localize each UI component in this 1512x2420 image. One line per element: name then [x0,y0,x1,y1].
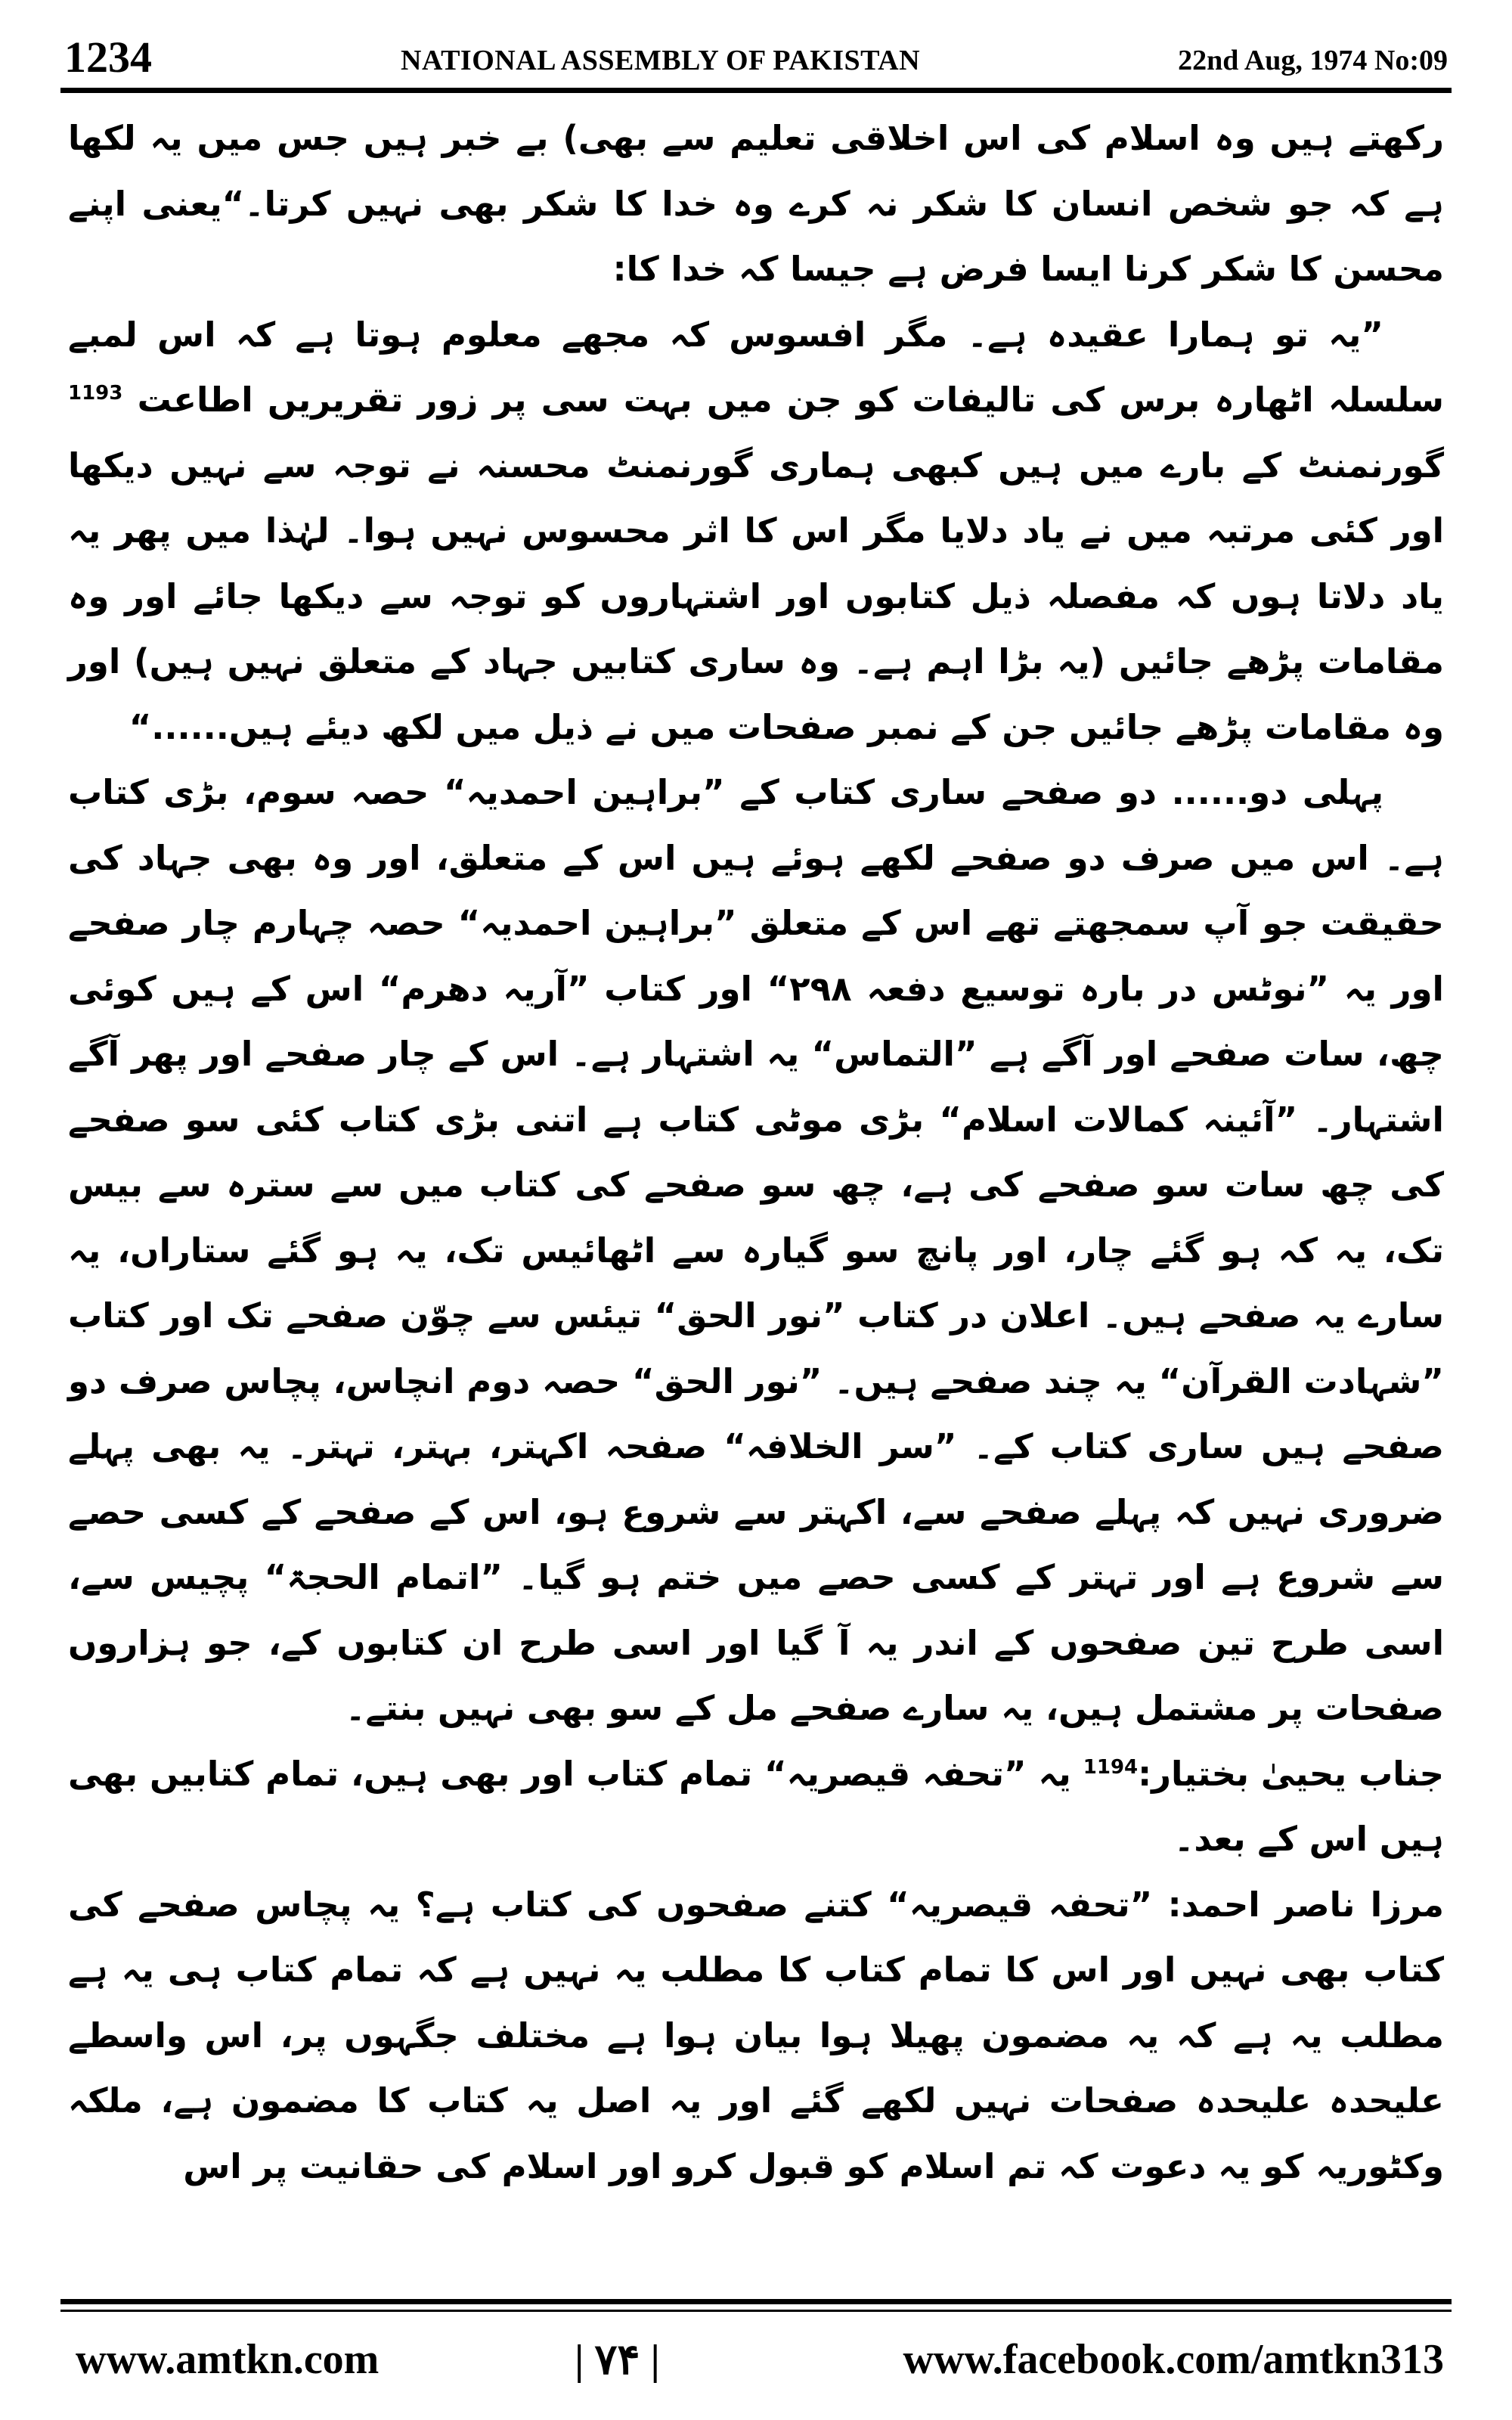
speaker-mirza-nasir-ahmad: مرزا ناصر احمد: [1167,1884,1444,1925]
paragraph-4 [68,1742,1444,1872]
header-rule [60,88,1452,93]
paragraph-3: پہلی دو...... دو صفحے ساری کتاب کے ”براہین احمدیہ“ حصہ سوم، بڑی کتاب ہے۔ اس میں صرف دو صفحے لکھے ہوئے ہیں اس کے متعلق، اور وہ بھی جہاد کی حقیقت جو آپ سمجھتے تھے اس کے متعلق ”براہین احمدیہ“ حصہ چہارم چار صفحے اور یہ ”نوٹس در بارہ توسیع دفعہ ۲۹۸“ اور کتاب ”آریہ دھرم“ اس کے ہیں کوئی چھ، سات صفحے اور آگے ہے ”التماس“ یہ اشتہار ہے۔ اس کے چار صفحے اور پھر آگے اشتہار۔ ”آئینہ کمالات اسلام“ بڑی موٹی کتاب ہے اتنی بڑی کتاب کئی سو صفحے کی چھ سات سو صفحے کی ہے، چھ سو صفحے کی کتاب میں سے سترہ سے بیس تک، یہ کہ ہو گئے چار، اور پانچ سو گیارہ سے اٹھائیس تک، یہ ہو گئے ستاراں، یہ سارے یہ صفحے ہیں۔ اعلان در کتاب ”نور الحق“ تیئس سے چوّن صفحے تک اور کتاب ”شہادت القرآن“ یہ چند صفحے ہیں۔ ”نور الحق“ حصہ دوم انچاس، پچاس صرف دو صفحے ہیں ساری کتاب کے۔ ”سر الخلافہ“ صفحہ اکہتر، بہتر، تہتر۔ یہ بھی پہلے ضروری نہیں کہ پہلے صفحے سے، اکہتر سے شروع ہو، اس کے صفحے کے کسی حصے سے شروع ہے اور تہتر کے کسی حصے میں ختم ہو گیا۔ ”اتمام الحجۃ“ پچیس سے، اسی طرح تین صفحوں کے اندر یہ آ گیا اور اسی طرح ان کتابوں کے، جو ہزاروں صفحات پر مشتمل ہیں، یہ سارے صفحے مل کے سو بھی نہیں بنتے۔ [68,772,1444,1728]
page-number: 1234 [64,33,152,82]
page-footer [60,2322,1452,2390]
paragraph-5 [68,1872,1444,2200]
footer-page-marker: | ۷۴ | [575,2337,660,2384]
running-title: NATIONAL ASSEMBLY OF PAKISTAN [401,45,921,76]
body-text [68,106,1444,2284]
paragraph-2-part-2: گورنمنٹ کے بارے میں ہیں کبھی ہماری گورنمنٹ محسنہ نے توجہ سے نہیں دیکھا اور کئی مرتبہ میں نے یاد دلایا مگر اس کا اثر محسوس نہیں ہوا۔ لہٰذا میں پھر یہ یاد دلاتا ہوں کہ مفصلہ ذیل کتابوں اور اشتہاروں کو توجہ سے دیکھا جائے اور وہ مقامات پڑھے جائیں (یہ بڑا اہم ہے۔ وہ ساری کتابیں جہاد کے متعلق نہیں ہیں) اور وہ مقامات پڑھے جائیں جن کے نمبر صفحات میں نے ذیل میں لکھ دیئے ہیں......“ [68,445,1444,747]
footnote-marker-1194: 1194 [1083,1755,1139,1779]
paragraph-1: رکھتے ہیں وہ اسلام کی اس اخلاقی تعلیم سے بھی) بے خبر ہیں جس میں یہ لکھا ہے کہ جو شخص انسان کا شکر نہ کرے وہ خدا کا شکر بھی نہیں کرتا۔“یعنی اپنے محسن کا شکر کرنا ایسا فرض ہے جیسا کہ خدا کا: [68,118,1444,289]
paragraph-5-text: ”تحفہ قیصریہ“ کتنے صفحوں کی کتاب ہے؟ یہ پچاس صفحے کی کتاب بھی نہیں اور اس کا تمام کتاب کا مطلب یہ نہیں ہے کہ تمام کتاب ہی یہ ہے مطلب یہ ہے کہ یہ مضمون پھیلا ہوا بیان ہوا ہے مختلف جگہوں پر، اس واسطے علیحدہ علیحدہ صفحات نہیں لکھے گئے اور یہ اصل یہ کتاب کا مضمون ہے، ملکہ وکٹوریہ کو یہ دعوت کہ تم اسلام کو قبول کرو اور اسلام کی حقانیت پر اس [68,1884,1444,2186]
speaker-yahya-bakhtiar: جناب یحییٰ بختیار: [1138,1753,1445,1794]
footer-facebook-link[interactable]: www.facebook.com/amtkn313 [903,2336,1444,2383]
footer-rule-thin [60,2310,1452,2312]
footnote-marker-1193: 1193 [68,382,123,405]
paragraph-2-part-1: ”یہ تو ہمارا عقیدہ ہے۔ مگر افسوس کہ مجھے معلوم ہوتا ہے کہ اس لمبے سلسلہ اٹھارہ برس کی تالیفات کو جن میں بہت سی پر زور تقریریں اطاعت [68,314,1444,420]
footer-website-link[interactable]: www.amtkn.com [76,2336,380,2383]
paragraph-4-text: یہ ”تحفہ قیصریہ“ تمام کتاب اور بھی ہیں، تمام کتابیں بھی ہیں اس کے بعد۔ [68,1753,1444,1859]
footer-rule-thick [60,2299,1452,2304]
paragraph-2 [68,302,1444,761]
page-header [45,17,1467,85]
session-date: 22nd Aug, 1974 No:09 [1178,45,1448,76]
